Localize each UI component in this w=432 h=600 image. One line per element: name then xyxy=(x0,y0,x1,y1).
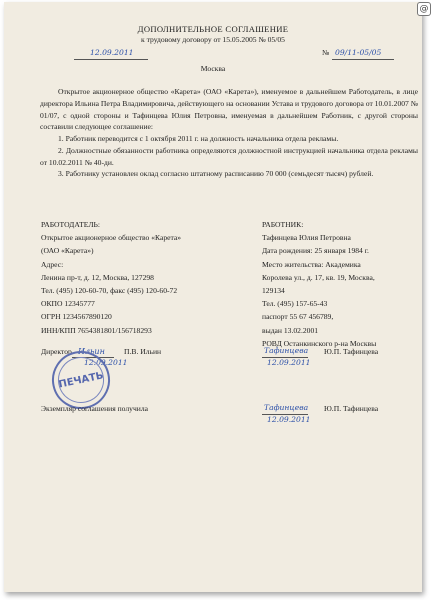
employer-line: Адрес: xyxy=(41,259,64,269)
employer-line: (ОАО «Карета») xyxy=(41,246,94,256)
director-name: П.В. Ильин xyxy=(124,347,162,356)
stamp-label: ПЕЧАТЬ xyxy=(54,353,109,408)
employee-line: Королева ул., д. 17, кв. 19, Москва, xyxy=(262,272,375,282)
employee-line: 129134 xyxy=(262,286,285,296)
employee-line: РОВД Останкинского р-на Москвы xyxy=(262,338,377,348)
employee-name: Ю.П. Тафинцева xyxy=(324,347,379,356)
employee-line: Тафинцева Юлия Петровна xyxy=(262,233,351,243)
employer-block xyxy=(41,218,181,337)
employee-line: Место жительства: Академика xyxy=(262,259,361,269)
clause-item: 1. Работник переводится с 1 октября 2011 г. на должность начальника отдела рекламы. xyxy=(58,134,339,144)
date-line xyxy=(74,59,148,60)
employee-sign-date: 12.09.2011 xyxy=(267,358,311,367)
employee-line: паспорт 55 67 456789, xyxy=(262,312,334,322)
employer-heading: РАБОТОДАТЕЛЬ: xyxy=(41,220,100,229)
employer-line: ОГРН 1234567890120 xyxy=(41,312,112,322)
document-city: Москва xyxy=(200,64,226,73)
director-signature: Ильин xyxy=(78,347,105,356)
employee-line: Дата рождения: 25 января 1984 г. xyxy=(262,246,369,256)
intro-paragraph: Открытое акционерное общество «Карета» (ОАО «Карета»), именуемое в дальнейшем Работодатель, в лице директора Ильина Петра Владимировича, действующего на основании Устава и трудового договора от 10.01.2007 № 01/07, с одной стороны и Тафинцева Юлия Петровна, именуемая в дальнейшем Работник, с другой стороны составили следующее соглашение: xyxy=(40,87,418,132)
employer-line: ИНН/КПП 7654381801/156718293 xyxy=(41,325,152,335)
email-icon[interactable]: @ xyxy=(417,2,431,16)
clause-item: 2. Должностные обязанности работника определяются должностной инструкцией начальника отдела рекламы от 10.02.2011 № 40-ди. xyxy=(40,145,418,167)
number-sign: № xyxy=(322,48,330,57)
director-label: Директор xyxy=(41,347,72,356)
document-number: 09/11-05/05 xyxy=(335,48,382,57)
receipt-date: 12.09.2011 xyxy=(267,415,311,424)
employer-line: Ленина пр-т, д. 12, Москва, 127298 xyxy=(41,272,154,282)
employee-signature: Тафинцева xyxy=(264,346,309,355)
document-page xyxy=(4,2,422,592)
employee-block xyxy=(262,218,376,350)
document-date: 12.09.2011 xyxy=(90,48,134,57)
employer-line: Тел. (495) 120-60-70, факс (495) 120-60-72 xyxy=(41,286,178,296)
employee-heading: РАБОТНИК: xyxy=(262,220,304,229)
receipt-signature: Тафинцева xyxy=(264,403,309,412)
employee-line: выдан 13.02.2001 xyxy=(262,325,319,335)
number-line xyxy=(332,59,394,60)
document-body xyxy=(30,86,418,180)
document-title: ДОПОЛНИТЕЛЬНОЕ СОГЛАШЕНИЕ xyxy=(137,24,289,34)
receipt-name: Ю.П. Тафинцева xyxy=(324,404,379,413)
employer-line: Открытое акционерное общество «Карета» xyxy=(41,233,182,243)
employee-line: Тел. (495) 157-65-43 xyxy=(262,299,328,309)
employer-line: ОКПО 12345777 xyxy=(41,299,95,309)
receipt-label: Экземпляр соглашения получила xyxy=(41,404,149,413)
director-sign-date: 12.09.2011 xyxy=(84,358,128,367)
clause-item: 3. Работнику установлен оклад согласно штатному расписанию 70 000 (семьдесят тысяч) рублей. xyxy=(58,169,374,179)
document-subtitle: к трудовому договору от 15.05.2005 № 05/05 xyxy=(141,35,285,44)
